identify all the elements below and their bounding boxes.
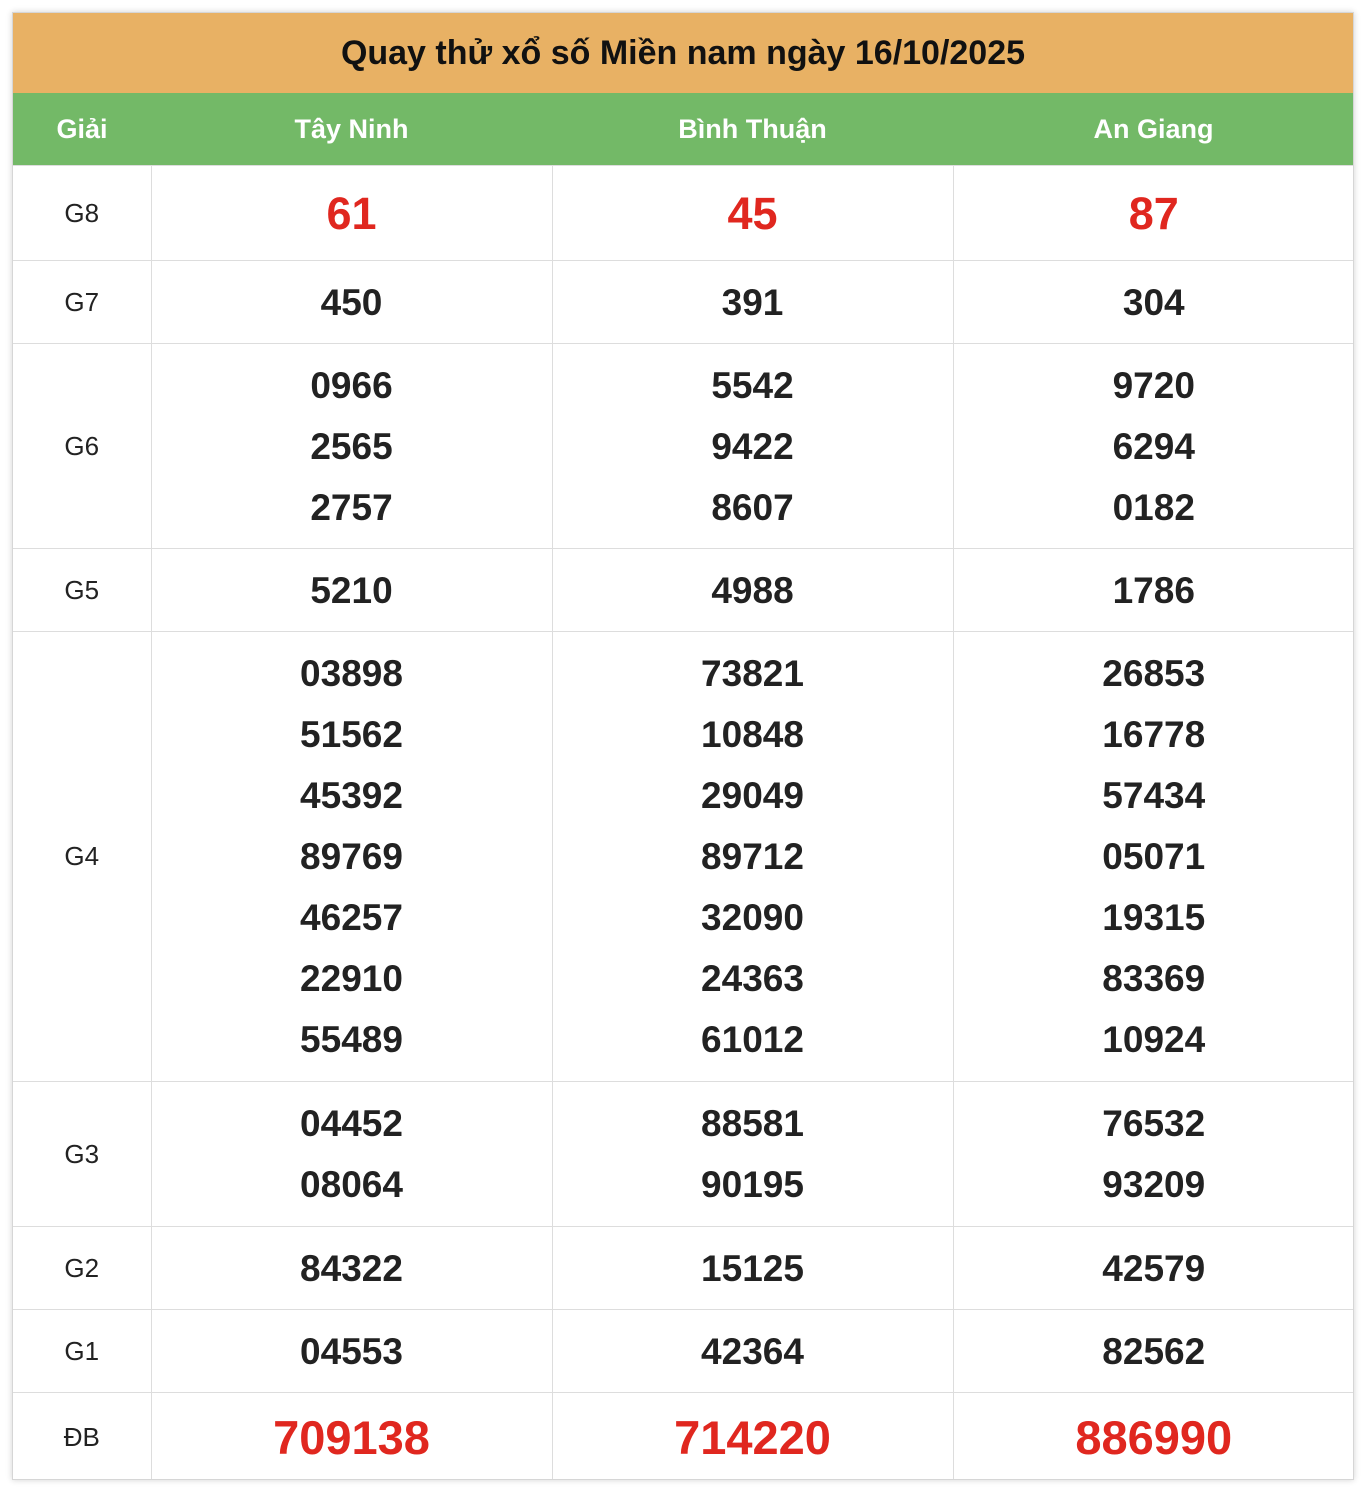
result-number: 08064 (300, 1164, 403, 1205)
result-number: 2757 (310, 486, 393, 528)
prize-label: ĐB (13, 1393, 151, 1481)
table-row-g6 (13, 344, 1354, 549)
result-number: 0182 (1112, 486, 1195, 528)
result-cell (552, 261, 953, 344)
header-province-tay-ninh: Tây Ninh (151, 93, 552, 166)
result-number: 61 (326, 187, 377, 239)
result-number: 87 (1128, 187, 1179, 239)
result-number: 45392 (300, 775, 403, 816)
result-number: 19315 (1102, 897, 1206, 938)
result-number: 82562 (1102, 1330, 1206, 1372)
result-cell (552, 1310, 953, 1393)
special-prize-number: 714220 (674, 1410, 831, 1464)
result-number: 9720 (1112, 364, 1195, 406)
result-number: 05071 (1102, 836, 1206, 877)
result-number: 04452 (300, 1103, 403, 1144)
result-cell (151, 1227, 552, 1310)
result-number: 93209 (1102, 1164, 1206, 1205)
result-number: 73821 (701, 653, 804, 694)
result-cell (151, 261, 552, 344)
result-number: 26853 (1102, 653, 1206, 694)
result-cell (552, 1227, 953, 1310)
result-cell (151, 1393, 552, 1481)
result-cell (552, 166, 953, 261)
result-number: 89769 (300, 836, 403, 877)
result-cell (953, 1393, 1354, 1481)
result-number: 391 (721, 281, 784, 323)
result-number: 61012 (701, 1019, 804, 1060)
table-row-g1 (13, 1310, 1354, 1393)
result-cell (953, 632, 1354, 1082)
result-number: 15125 (701, 1247, 804, 1289)
result-cell (953, 344, 1354, 549)
result-number: 1786 (1112, 569, 1195, 611)
result-number: 10848 (701, 714, 804, 755)
lottery-result-card (12, 12, 1354, 1480)
header-province-binh-thuan: Bình Thuận (552, 93, 953, 166)
result-number: 450 (320, 281, 383, 323)
result-number: 42364 (701, 1330, 804, 1372)
result-number: 5542 (711, 364, 794, 406)
result-cell (151, 549, 552, 632)
header-province-an-giang: An Giang (953, 93, 1354, 166)
prize-label: G4 (13, 632, 151, 1082)
result-cell (552, 344, 953, 549)
result-cell (552, 1082, 953, 1227)
table-row-g7 (13, 261, 1354, 344)
result-number: 55489 (300, 1019, 403, 1060)
result-number: 90195 (701, 1164, 804, 1205)
table-header-row (13, 93, 1354, 166)
result-cell (953, 549, 1354, 632)
table-row-g2 (13, 1227, 1354, 1310)
result-number: 76532 (1102, 1103, 1206, 1144)
prize-label: G3 (13, 1082, 151, 1227)
prize-label: G5 (13, 549, 151, 632)
result-cell (151, 344, 552, 549)
result-cell (151, 632, 552, 1082)
prize-label: G7 (13, 261, 151, 344)
special-prize-number: 709138 (273, 1410, 430, 1464)
result-number: 32090 (701, 897, 804, 938)
header-prize: Giải (13, 93, 151, 166)
results-table (13, 93, 1354, 1480)
result-cell (552, 1393, 953, 1481)
result-number: 22910 (300, 958, 403, 999)
result-number: 4988 (711, 569, 794, 611)
result-cell (953, 1310, 1354, 1393)
result-cell (953, 1227, 1354, 1310)
page-title: Quay thử xổ số Miền nam ngày 16/10/2025 (13, 13, 1353, 93)
result-number: 04553 (300, 1330, 403, 1372)
result-number: 10924 (1102, 1019, 1206, 1060)
table-row-g8 (13, 166, 1354, 261)
result-cell (953, 166, 1354, 261)
result-cell (151, 1082, 552, 1227)
prize-label: G2 (13, 1227, 151, 1310)
result-number: 45 (727, 187, 778, 239)
result-number: 29049 (701, 775, 804, 816)
special-prize-number: 886990 (1075, 1410, 1233, 1464)
result-cell (552, 549, 953, 632)
result-number: 304 (1122, 281, 1185, 323)
prize-label: G1 (13, 1310, 151, 1393)
result-number: 57434 (1102, 775, 1206, 816)
prize-label: G6 (13, 344, 151, 549)
result-number: 84322 (300, 1247, 403, 1289)
result-number: 2565 (310, 425, 393, 467)
result-number: 0966 (310, 364, 393, 406)
result-cell (953, 261, 1354, 344)
result-cell (953, 1082, 1354, 1227)
result-number: 9422 (711, 425, 794, 467)
result-number: 89712 (701, 836, 804, 877)
result-cell (151, 166, 552, 261)
result-number: 6294 (1112, 425, 1195, 467)
result-cell (552, 632, 953, 1082)
result-number: 42579 (1102, 1247, 1206, 1289)
result-number: 24363 (701, 958, 804, 999)
result-number: 83369 (1102, 958, 1206, 999)
table-row-g4 (13, 632, 1354, 1082)
table-row-special-prize (13, 1393, 1354, 1481)
prize-label: G8 (13, 166, 151, 261)
result-number: 03898 (300, 653, 403, 694)
table-row-g3 (13, 1082, 1354, 1227)
result-cell (151, 1310, 552, 1393)
table-row-g5 (13, 549, 1354, 632)
result-number: 88581 (701, 1103, 804, 1144)
result-number: 8607 (711, 486, 794, 528)
result-number: 5210 (310, 569, 393, 611)
result-number: 51562 (300, 714, 403, 755)
result-number: 46257 (300, 897, 403, 938)
result-number: 16778 (1102, 714, 1206, 755)
